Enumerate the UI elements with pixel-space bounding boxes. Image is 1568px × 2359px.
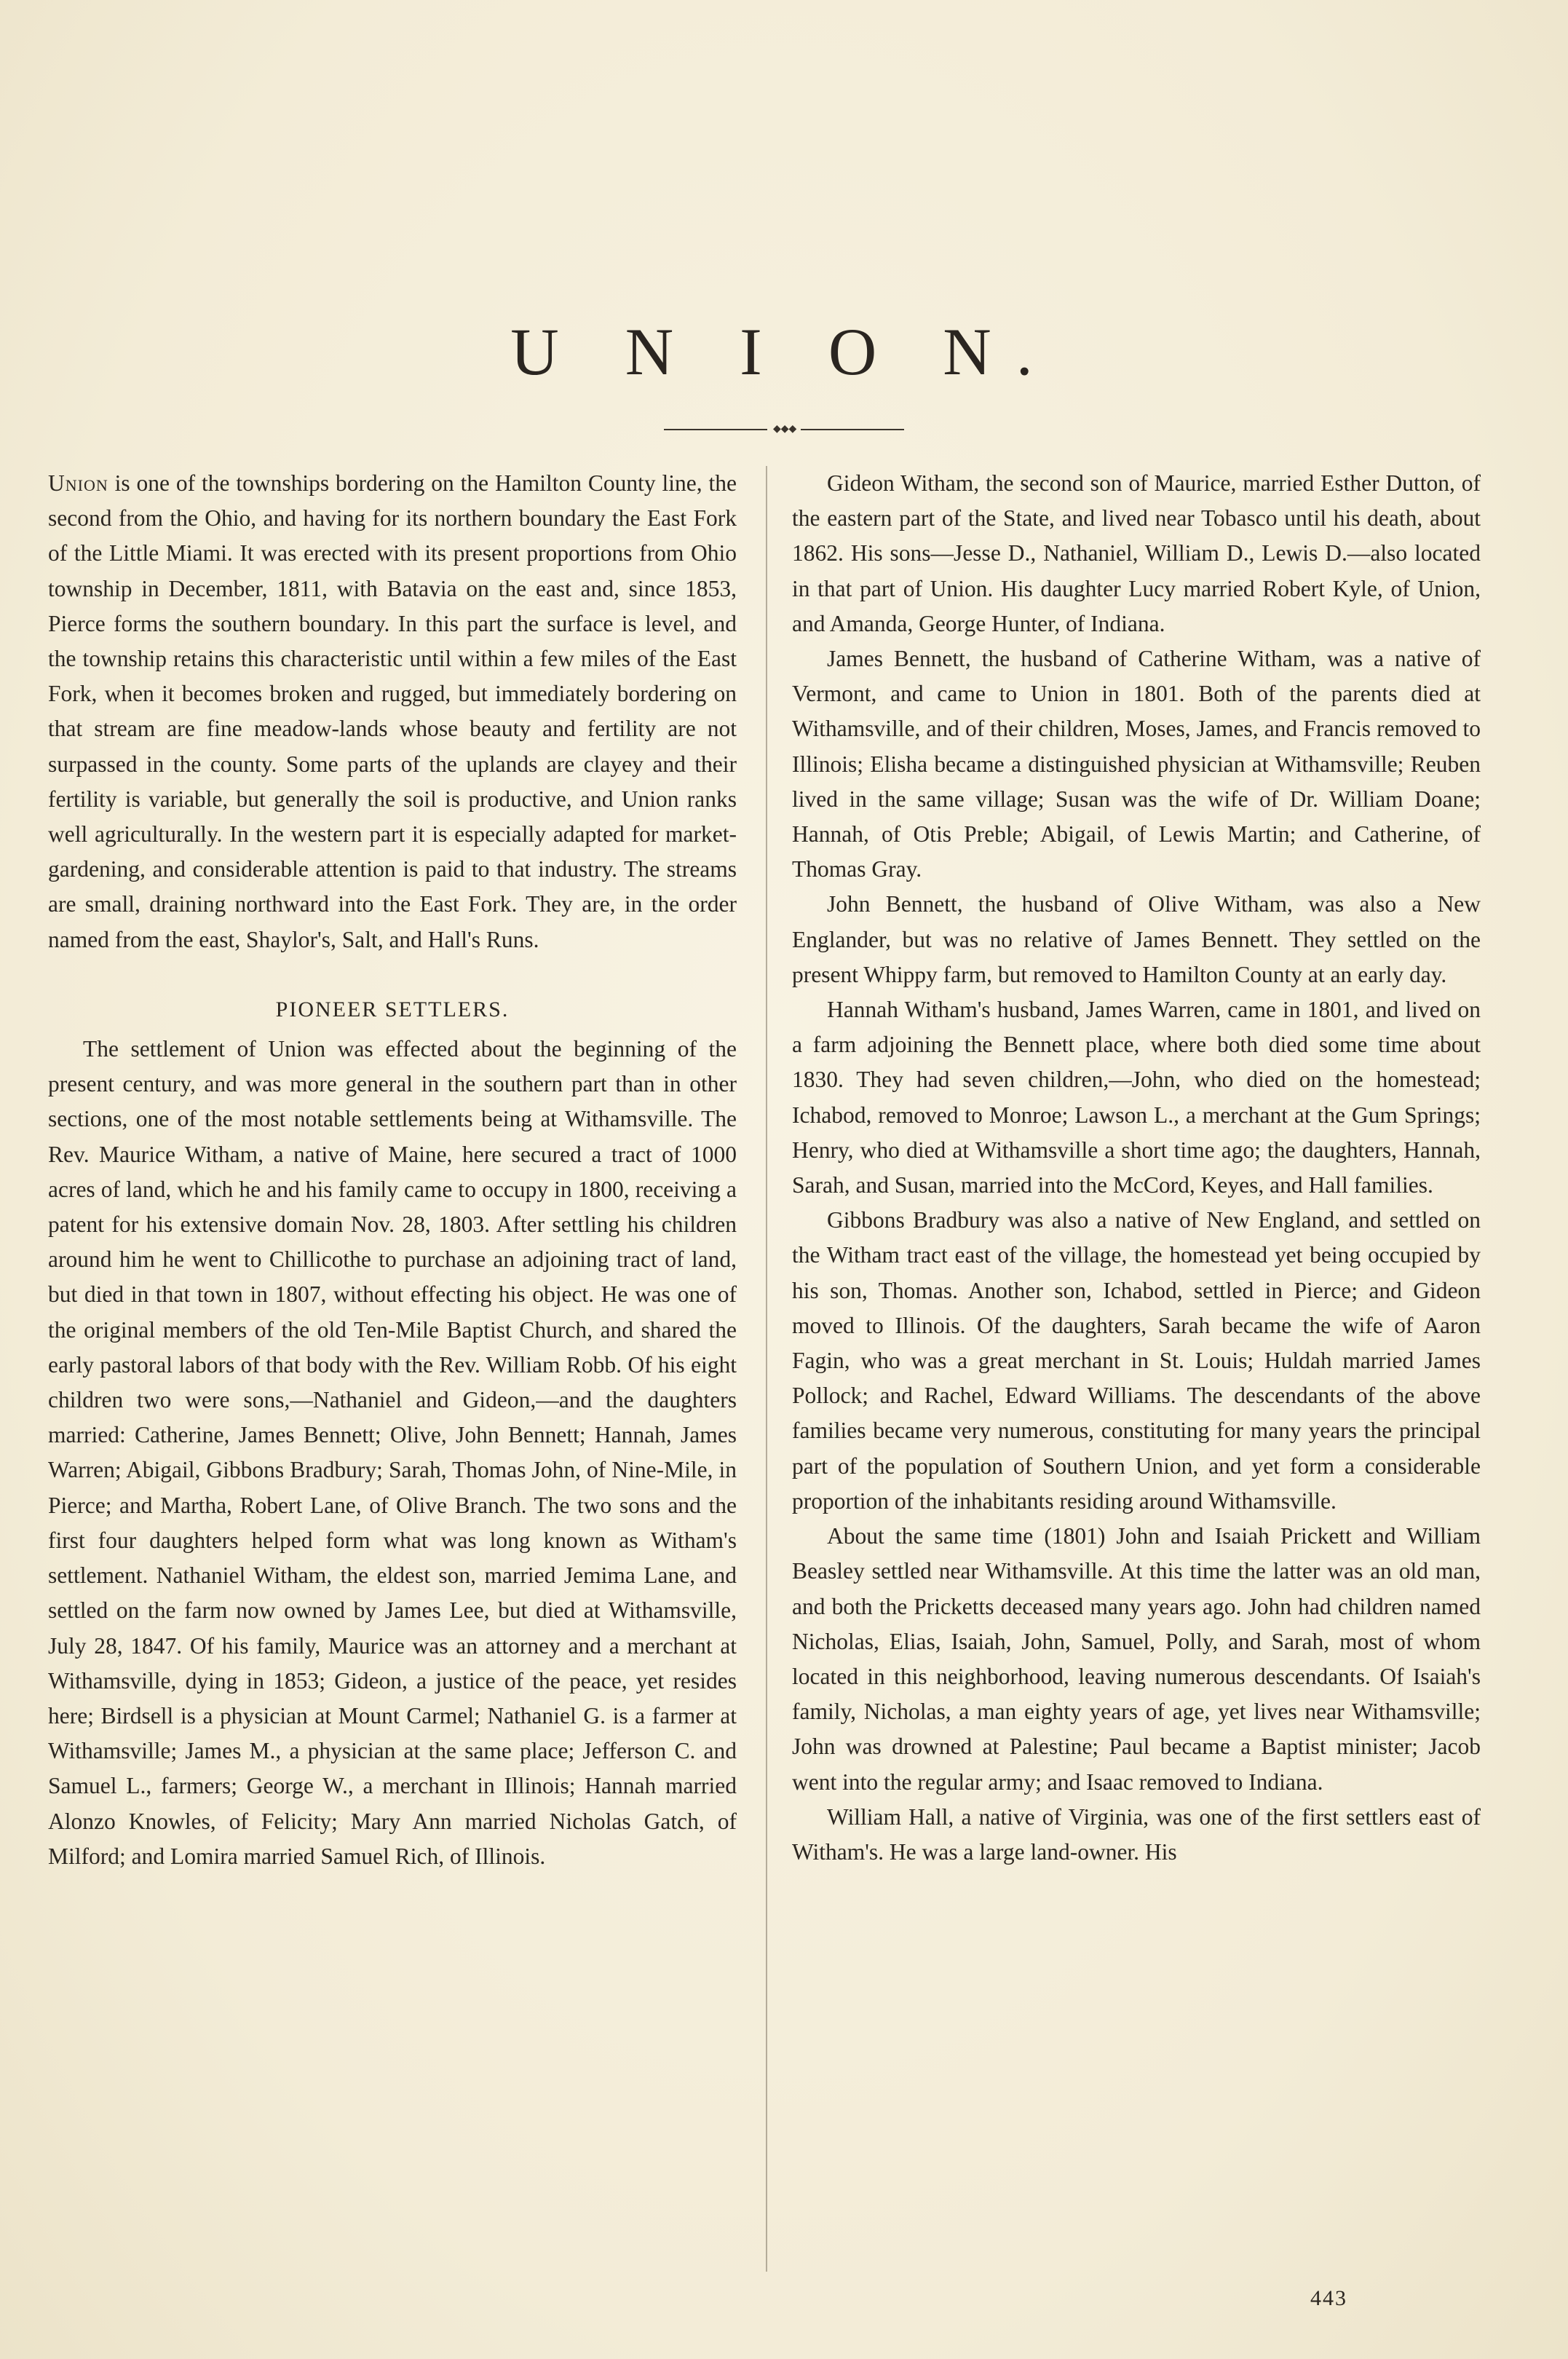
ornament-icon: ◆◆◆ [773, 424, 797, 435]
title-ornament-rule [664, 424, 904, 435]
paragraph-john-bennett: John Bennett, the husband of Olive Witham, was also a New Englander, but was no relative of James Bennett. They settled on the present Whippy farm, but removed to Hamilton County at an early day. [792, 891, 1481, 987]
intro-text: is one of the townships bordering on the Hamilton County line, the second from the Ohio, and having for its northern boundary the East Fork of the Little Miami. It was erected with its present proportions from Ohio township in December, 1811, with Batavia on the east and, since 1853, Pierce forms the southern boundary. In this part the surface is level, and the township retains this characteristic until within a few miles of the East Fork, when it becomes broken and rugged, but immediately bordering on that stream are fine meadow-lands whose beauty and fertility are not surpassed in the county. Some parts of the uplands are clayey and their fertility is variable, but generally the soil is productive, and Union ranks well agriculturally. In the western part it is especially adapted for market-gardening, and considerable attention is paid to that industry. The streams are small, draining northward into the East Fork. They are, in the order named from the east, Shaylor's, Salt, and Hall's Runs. [48, 470, 737, 952]
chapter-title: U N I O N. [510, 315, 1058, 389]
paragraph-gideon-witham: Gideon Witham, the second son of Maurice, married Esther Dutton, of the eastern part of the State, and lived near Tobasco until his death, about 1862. His sons—Jesse D., Nathaniel, William D., Lewis D.—also located in that part of Union. His daughter Lucy married Robert Kyle, of Union, and Amanda, George Hunter, of Indiana. [792, 470, 1481, 636]
ornament-line-left [664, 429, 767, 430]
left-column [48, 466, 737, 1874]
lead-word: Union [48, 470, 108, 496]
paragraph-james-bennett: James Bennett, the husband of Catherine Witham, was a native of Vermont, and came to Union in 1801. Both of the parents died at Withamsville, and of their children, Moses, James, and Francis removed to Illinois; Elisha became a distinguished physician at Withamsville; Reuben lived in the same village; Susan was the wife of Dr. William Doane; Hannah, of Otis Preble; Abigail, of Lewis Martin; and Catherine, of Thomas Gray. [792, 646, 1481, 882]
ornament-line-right [801, 429, 904, 430]
right-column [792, 466, 1481, 1870]
paragraph-james-warren: Hannah Witham's husband, James Warren, came in 1801, and lived on a farm adjoining the Bennett place, where both died some time about 1830. They had seven children,—John, who died on the homestead; Ichabod, removed to Monroe; Lawson L., a merchant at the Gum Springs; Henry, who died at Withamsville a short time ago; the daughters, Hannah, Sarah, and Susan, married into the McCord, Keyes, and Hall families. [792, 997, 1481, 1198]
paragraph-intro [48, 466, 737, 957]
paragraph-settlement: The settlement of Union was effected about the beginning of the present century, and was more general in the southern part than in other sections, one of the most notable settlements being at Withamsville. The Rev. Maurice Witham, a native of Maine, here secured a tract of 1000 acres of land, which he and his family came to occupy in 1800, receiving a patent for his extensive domain Nov. 28, 1803. After settling his children around him he went to Chillicothe to purchase an adjoining tract of land, but died in that town in 1807, without effecting his object. He was one of the original members of the old Ten-Mile Baptist Church, and shared the early pastoral labors of that body with the Rev. William Robb. Of his eight children two were sons,—Nathaniel and Gideon,—and the daughters married: Catherine, James Bennett; Olive, John Bennett; Hannah, James Warren; Abigail, Gibbons Bradbury; Sarah, Thomas John, of Nine-Mile, in Pierce; and Martha, Robert Lane, of Olive Branch. The two sons and the first four daughters helped form what was long known as Witham's settlement. Nathaniel Witham, the eldest son, married Jemima Lane, and settled on the farm now owned by James Lee, but died at Withamsville, July 28, 1847. Of his family, Maurice was an attorney and a merchant at Withamsville, dying in 1853; Gideon, a justice of the peace, yet resides here; Birdsell is a physician at Mount Carmel; Nathaniel G. is a farmer at Withamsville; James M., a physician at the same place; Jefferson C. and Samuel L., farmers; George W., a merchant in Illinois; Hannah married Alonzo Knowles, of Felicity; Mary Ann married Nicholas Gatch, of Milford; and Lomira married Samuel Rich, of Illinois. [48, 1036, 737, 1869]
paragraph-gibbons-bradbury: Gibbons Bradbury was also a native of New England, and settled on the Witham tract east of the village, the homestead yet being occupied by his son, Thomas. Another son, Ichabod, settled in Pierce; and Gideon moved to Illinois. Of the daughters, Sarah became the wife of Aaron Fagin, who was a great merchant in St. Louis; Huldah married James Pollock; and Rachel, Edward Williams. The descendants of the above families became very numerous, constituting for many years the principal part of the population of Southern Union, and yet form a considerable proportion of the inhabitants residing around Withamsville. [792, 1207, 1481, 1514]
section-heading: PIONEER SETTLERS. [275, 997, 510, 1022]
paragraph-prickett: About the same time (1801) John and Isaiah Prickett and William Beasley settled near Withamsville. At this time the latter was an old man, and both the Pricketts deceased many years ago. John had children named Nicholas, Elias, Isaiah, John, Samuel, Polly, and Sarah, most of whom located in this neighborhood, leaving numerous descendants. Of Isaiah's family, Nicholas, a man eighty years of age, yet lives near Withamsville; John was drowned at Palestine; Paul became a Baptist minister; Jacob went into the regular army; and Isaac removed to Indiana. [792, 1523, 1481, 1795]
column-divider [766, 466, 767, 2272]
paragraph-william-hall: William Hall, a native of Virginia, was one of the first settlers east of Witham's. He was a large land-owner. His [792, 1803, 1481, 1865]
page-number: 443 [1310, 2286, 1347, 2310]
